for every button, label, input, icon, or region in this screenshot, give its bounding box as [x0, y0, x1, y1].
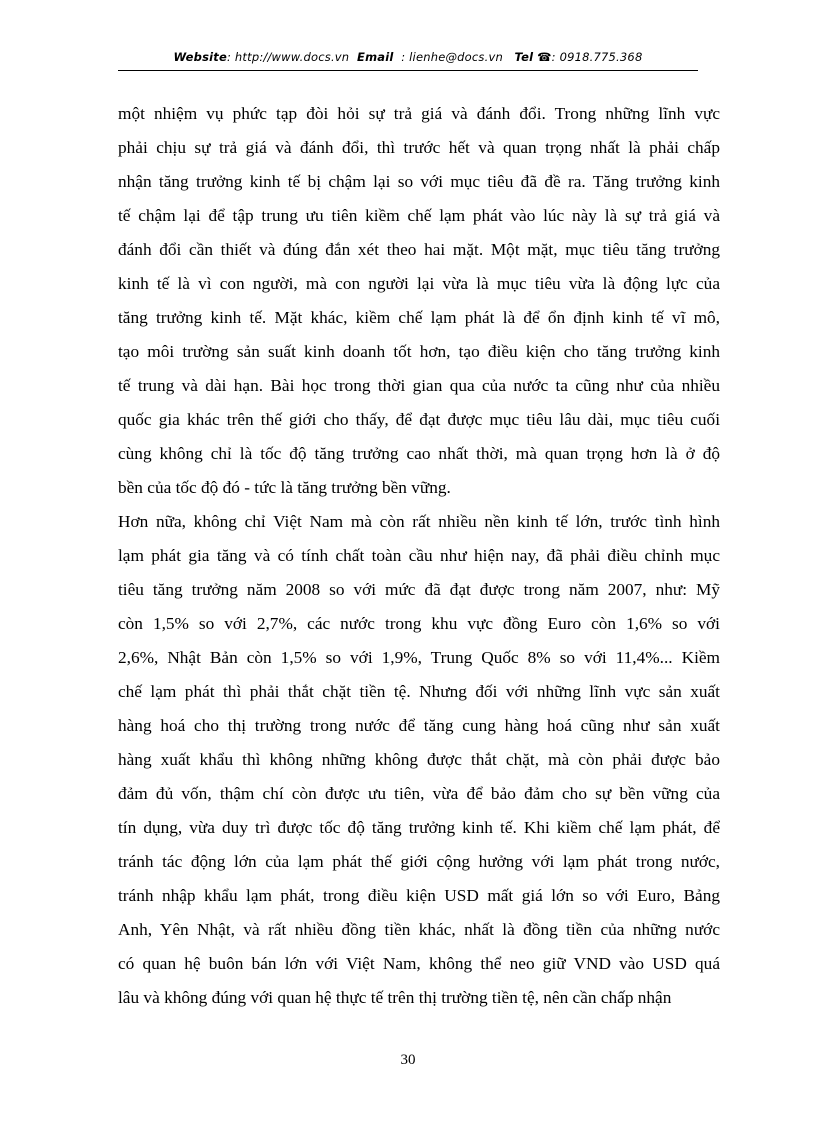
text-line: đảm đủ vốn, thậm chí còn được ưu tiên, vừa để bảo đảm cho sự bền vững của — [118, 784, 720, 803]
text-line: kinh tế là vì con người, mà con người lại vừa là mục tiêu vừa là động lực của — [118, 274, 720, 293]
website-value: : http://www.docs.vn — [227, 50, 350, 64]
text-line: tiêu tăng trưởng năm 2008 so với mức đã đạt được trong năm 2007, như: Mỹ — [118, 580, 720, 599]
phone-icon: ☎ — [537, 50, 552, 64]
page-header — [118, 50, 698, 64]
header-divider — [118, 70, 698, 71]
document-body — [118, 97, 720, 1015]
text-line: nhận tăng trưởng kinh tế bị chậm lại so với mục tiêu đã đề ra. Tăng trưởng kinh — [118, 172, 720, 191]
text-line: còn 1,5% so với 2,7%, các nước trong khu vực đồng Euro còn 1,6% so với — [118, 614, 720, 633]
text-line: tế trung và dài hạn. Bài học trong thời gian qua của nước ta cũng như của nhiều — [118, 376, 720, 395]
text-line: 2,6%, Nhật Bản còn 1,5% so với 1,9%, Trung Quốc 8% so với 11,4%... Kiềm — [118, 648, 720, 667]
text-line: một nhiệm vụ phức tạp đòi hỏi sự trả giá và đánh đổi. Trong những lĩnh vực — [118, 104, 720, 123]
email-label: Email — [357, 50, 394, 64]
text-line: tế chậm lại để tập trung ưu tiên kiềm chế lạm phát vào lúc này là sự trả giá và — [118, 206, 720, 225]
text-line: có quan hệ buôn bán lớn với Việt Nam, không thể neo giữ VND vào USD quá — [118, 954, 720, 973]
page-number: 30 — [400, 1052, 416, 1068]
text-line: tạo môi trường sản suất kinh doanh tốt hơn, tạo điều kiện cho tăng trưởng kinh — [118, 342, 720, 361]
tel-label: Tel — [514, 50, 534, 64]
text-line: tránh nhập khẩu lạm phát, trong điều kiện USD mất giá lớn so với Euro, Bảng — [118, 886, 720, 905]
text-line: tín dụng, vừa duy trì được tốc độ tăng trưởng kinh tế. Khi kiềm chế lạm phát, để — [118, 818, 720, 837]
text-line: quốc gia khác trên thế giới cho thấy, để đạt được mục tiêu lâu dài, mục tiêu cuối — [118, 410, 720, 429]
text-line: hàng xuất khẩu thì không những không được thắt chặt, mà còn phải được bảo — [118, 750, 720, 769]
text-line: Anh, Yên Nhật, và rất nhiều đồng tiền khác, nhất là đồng tiền của những nước — [118, 920, 720, 939]
email-value: : lienhe@docs.vn — [401, 50, 503, 64]
text-line: tăng trưởng kinh tế. Mặt khác, kiềm chế lạm phát là để ổn định kinh tế vĩ mô, — [118, 308, 720, 327]
text-line: tránh tác động lớn của lạm phát thế giới cộng hưởng với lạm phát trong nước, — [118, 852, 720, 871]
text-line: chế lạm phát thì phải thắt chặt tiền tệ. Nhưng đối với những lĩnh vực sản xuất — [118, 682, 720, 701]
text-line: lâu và không đúng với quan hệ thực tế trên thị trường tiền tệ, nên cần chấp nhận — [118, 988, 672, 1007]
text-line: Hơn nữa, không chỉ Việt Nam mà còn rất nhiều nền kinh tế lớn, trước tình hình — [118, 512, 720, 531]
text-line: cùng không chỉ là tốc độ tăng trưởng cao nhất thời, mà quan trọng hơn là ở độ — [118, 444, 720, 463]
text-line: đánh đổi cần thiết và đúng đắn xét theo hai mặt. Một mặt, mục tiêu tăng trưởng — [118, 240, 720, 259]
text-line: lạm phát gia tăng và có tính chất toàn cầu như hiện nay, đã phải điều chỉnh mục — [118, 546, 720, 565]
text-line: phải chịu sự trả giá và đánh đổi, thì trước hết và quan trọng nhất là phải chấp — [118, 138, 720, 157]
text-line: bền của tốc độ đó - tức là tăng trưởng bền vững. — [118, 478, 451, 497]
tel-value: : 0918.775.368 — [551, 50, 643, 64]
text-line: hàng hoá cho thị trường trong nước để tăng cung hàng hoá cũng như sản xuất — [118, 716, 720, 735]
website-label: Website — [173, 50, 227, 64]
